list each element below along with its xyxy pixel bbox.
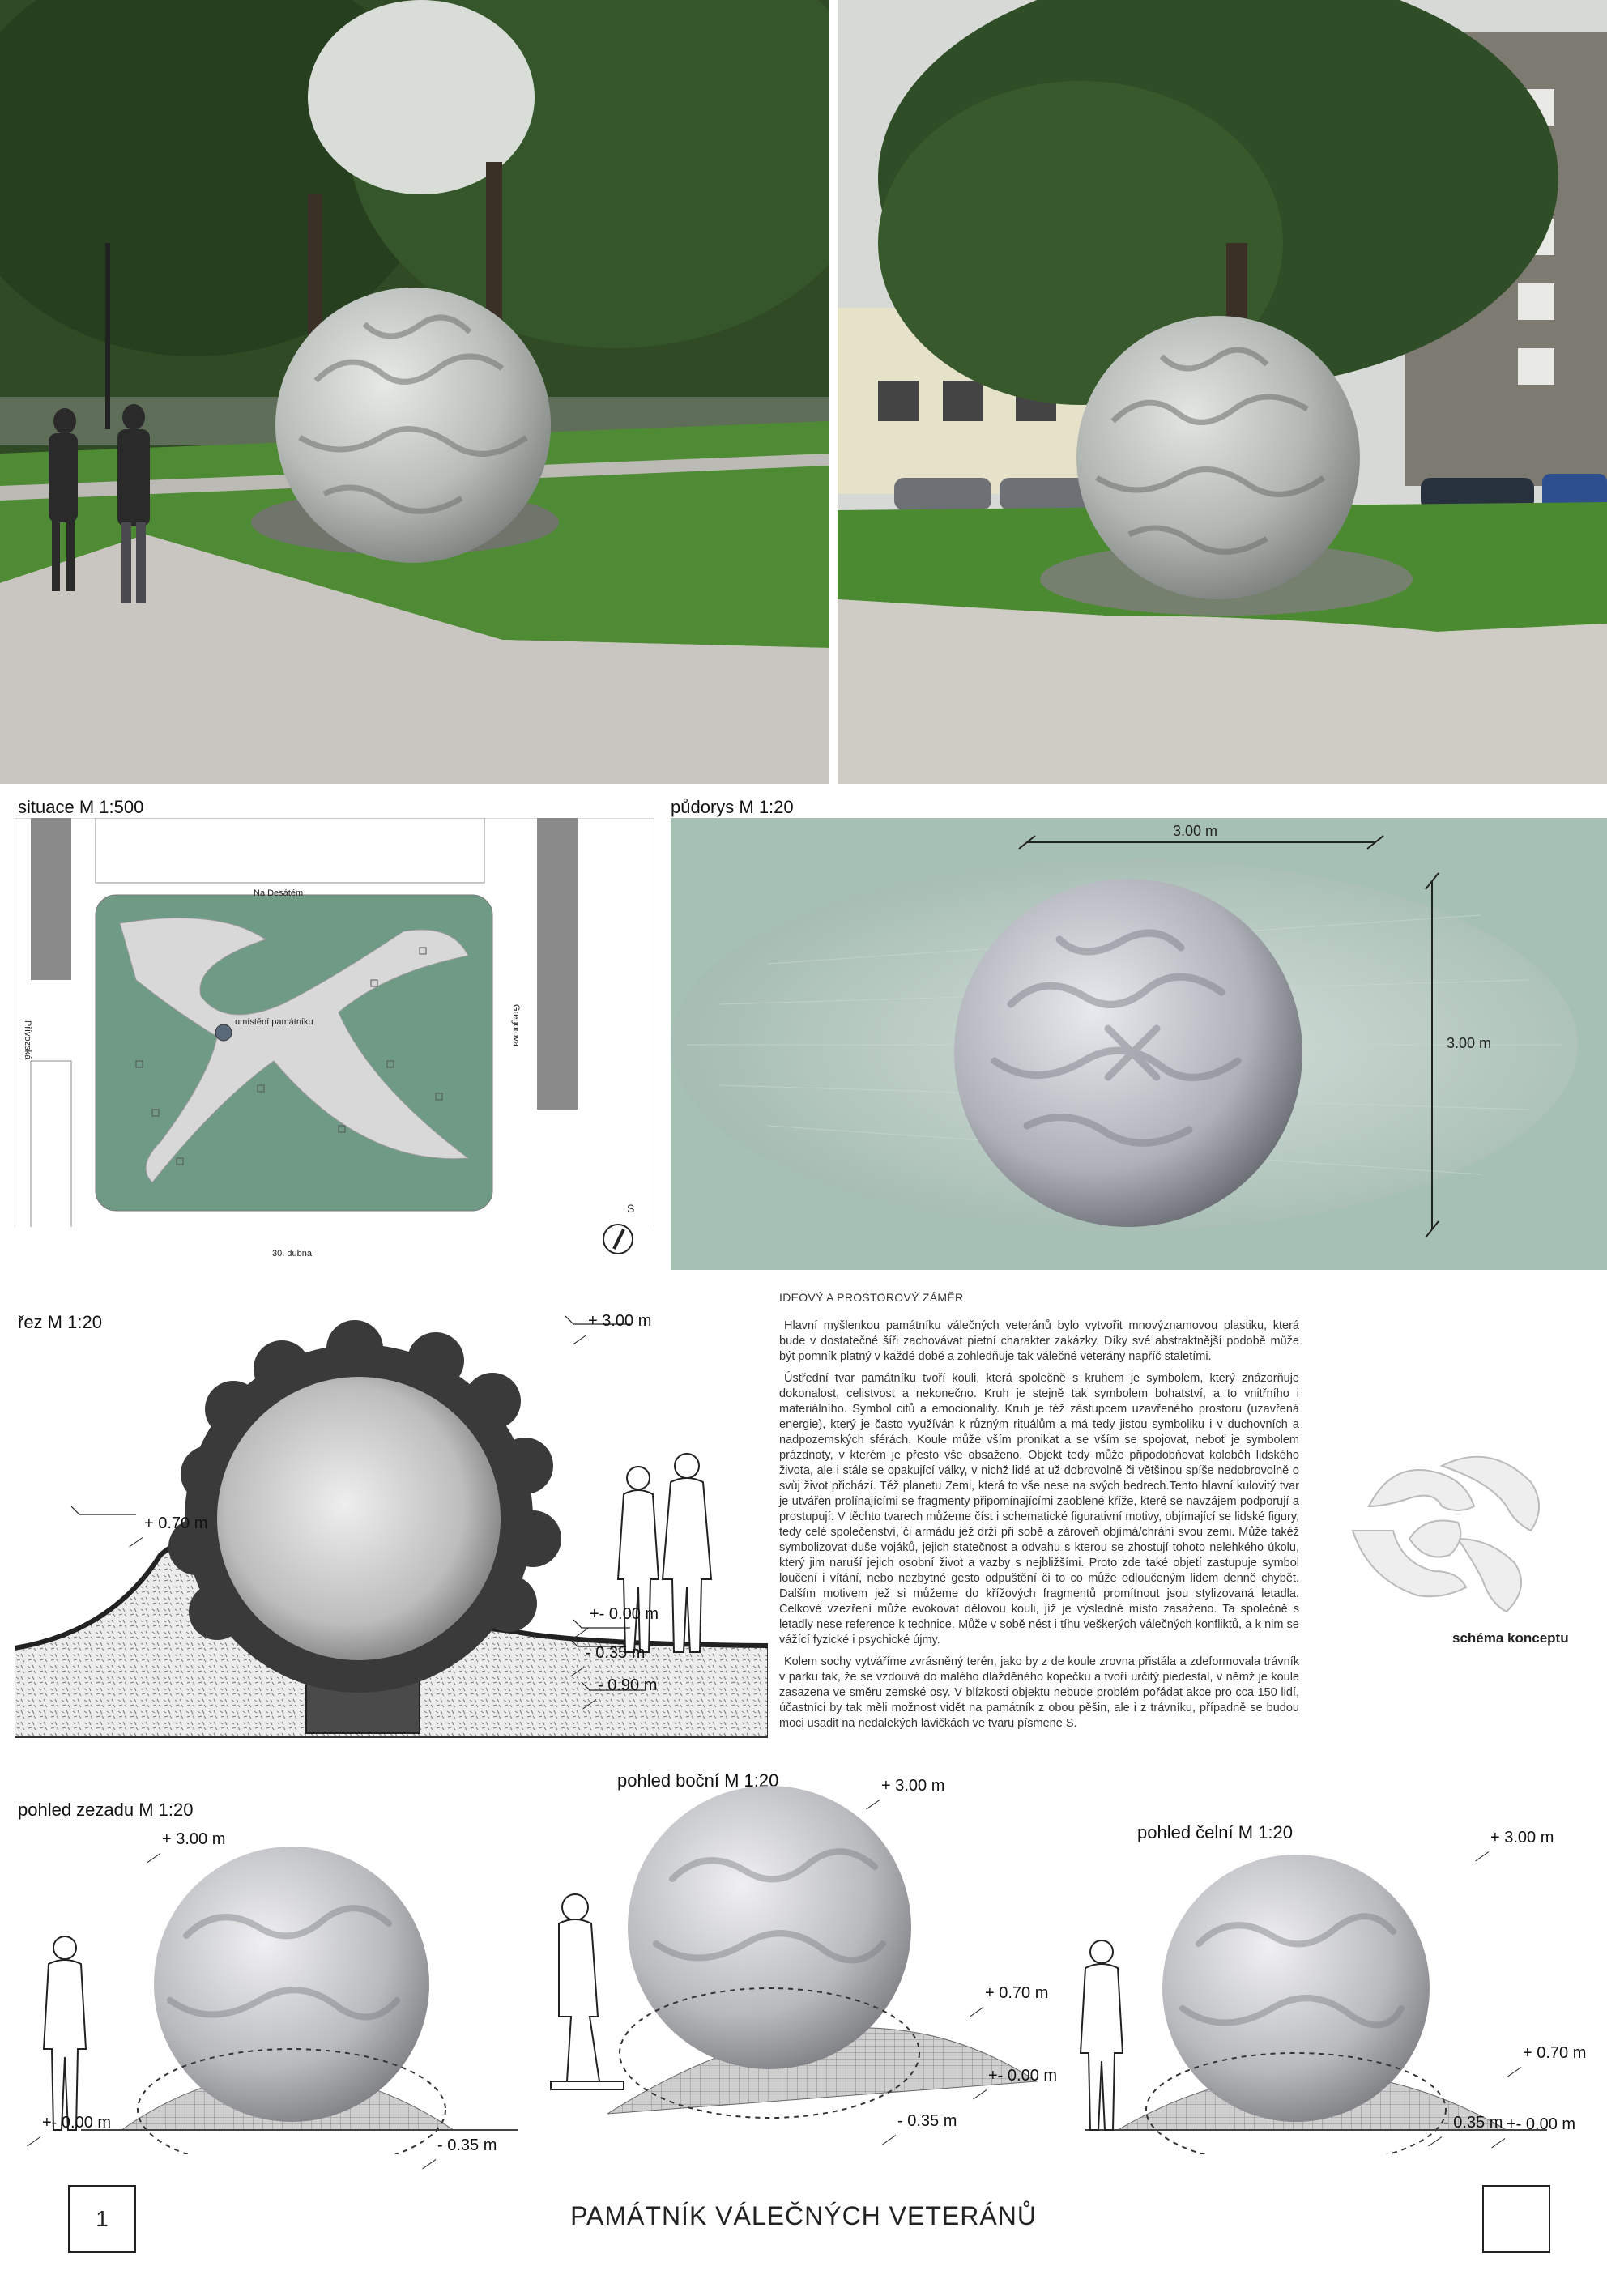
memorial-location-label: umístění památníku <box>235 1017 313 1027</box>
side-dim-zero: +- 0.00 m <box>988 2067 1058 2085</box>
concept-paragraph-1: Hlavní myšlenkou památníku válečných veteránů bylo vytvořit mnovýznamovou plastiku, která bude v dostatečné šíři zachovávat pietní charakter zakázky. Díky své abstraktnější podobě může být pomník platný v každé době a zohledňuje tak válečné veterány napříč staletími. <box>779 1319 1299 1363</box>
section-dim-mound: + 0.70 m <box>144 1514 208 1532</box>
side-dim-minus: - 0.35 m <box>897 2112 957 2130</box>
photo-park-view-right <box>838 0 1607 784</box>
front-dim-zero: +- 0.00 m <box>1507 2115 1576 2133</box>
plan-width-dimension: 3.00 m <box>1173 823 1218 839</box>
street-label-right: Gregorova <box>511 1004 521 1046</box>
section-dim-zero: +- 0.00 m <box>590 1605 659 1623</box>
side-dim-mound: + 0.70 m <box>985 1984 1049 2002</box>
site-plan-title: situace M 1:500 <box>18 797 144 817</box>
section-dim-minus035: - 0.35 m <box>586 1644 646 1662</box>
floor-plan-title: půdorys M 1:20 <box>671 797 794 817</box>
street-label-bottom: 30. dubna <box>272 1249 312 1259</box>
plan-height-dimension: 3.00 m <box>1447 1035 1492 1051</box>
section-drawing <box>15 1312 768 1766</box>
concept-heading: IDEOVÝ A PROSTOROVÝ ZÁMĚR <box>779 1291 964 1304</box>
rear-dim-top: + 3.00 m <box>162 1830 226 1848</box>
side-view-title: pohled boční M 1:20 <box>617 1770 779 1791</box>
street-label-left: Přívozská <box>23 1020 32 1060</box>
concept-paragraph-2: Ústřední tvar památníku tvoří kouli, která společně s kruhem je symbolem, který znázorňuje dokonalost, celistvost a nekonečno. Kruh je stejně tak symbolem bohatství, a to vnitřního i materiálního. Symbol citů a emocionality. Kruh je též zástupcem uzavřeného prostoru (uzavřená energie), který je často využíván k různým rituálům a má tedy jistou symboliku i v duchovních a nadpozemských sférách. Koule může vším pronikat a se vším se spojovat, neboť je symbolem prázdnoty, v kterém je přesto vše obsaženo. Objekt tedy může připodobňovat koloběh lidského života, ale i stále se opakující války, v nichž lidé at už dobrovolně či většinou spíše nedobrovolně o svůj život přichází. Též planetu Zemi, která to vše nese na svých bedrech.Tento hlavní kulovitý tvar je utvářen prolínajícími se fragmenty připomínajícími zaoblené kříže, které se navzájem podporují a prostupují. V těchto tvarech můžeme číst i schematické figurativní motivy, objímající se lidské figury, tedy celé společenství, či armádu jež drží při sobě a zároveň objímá/chrání svou zemi. Může takéž symbolizovat duše vojáků, jejich statečnost a odvahu s kterou se zhostují tohoto nelehkého úkolu, který jim naruší jejich osobní život a vazby s nejbližšími. Proto zde také objetí zastupuje symbol loučení i vítání, nebo nezbytné gesto odpuštění či to co může odloučeným lidem denně chybět. Dalším motivem jež si můžeme do křížových fragmentů promítnout jsou stylizovaná letadla. Celkové vzezření může evokovat dělovou kouli, jíž je výsledné místo zasaženo. Ta společně s letadly nese reference k technice. Může v sobě nést i tíhu veškerých válečných konfliktů, a k nim se vážící fyzické i psychické újmy. <box>779 1372 1299 1646</box>
site-plan-drawing <box>15 818 654 1272</box>
floor-plan-render <box>671 818 1607 1270</box>
section-dim-minus090: - 0.90 m <box>598 1676 658 1694</box>
photo-park-view-left <box>0 0 829 784</box>
front-view-title: pohled čelní M 1:20 <box>1137 1822 1294 1842</box>
front-dim-top: + 3.00 m <box>1490 1829 1554 1847</box>
page-number: 1 <box>96 2206 109 2231</box>
concept-schema-render <box>1320 1417 1571 1628</box>
front-dim-mound: + 0.70 m <box>1523 2044 1587 2062</box>
empty-corner-box <box>1482 2185 1550 2253</box>
front-dim-minus: - 0.35 m <box>1443 2114 1503 2132</box>
elevations-drawing <box>0 1774 1607 2154</box>
rear-dim-zero: +- 0.00 m <box>42 2114 112 2132</box>
north-arrow-label: S <box>627 1202 635 1215</box>
section-dim-top: + 3.00 m <box>588 1312 652 1330</box>
rear-view-title: pohled zezadu M 1:20 <box>18 1800 194 1820</box>
concept-paragraph-3: Kolem sochy vytváříme zvrásněný terén, jako by z de koule zrovna přistála a zdeformovala trávník v parku tak, že se vzdouvá do malého dlážděného kopečku a tvoří určitý piedestal, v němž je koule zasazena ve směru zemské osy. V blízkosti objektu nebude problém pořádat akce pro cca 150 lidí, účastníci by tak měli možnost vidět na památník z obou pěšin, ale i z trávníku, případně se budou moci usadit na nedalekých lavičkách ve tvaru písmene S. <box>779 1655 1299 1730</box>
side-dim-top: + 3.00 m <box>881 1777 945 1795</box>
street-label-top: Na Desátém <box>254 888 304 898</box>
section-title: řez M 1:20 <box>18 1312 102 1332</box>
concept-schema-label: schéma konceptu <box>1452 1630 1569 1646</box>
concept-text <box>779 1318 1299 1738</box>
document-title: PAMÁTNÍK VÁLEČNÝCH VETERÁNŮ <box>570 2201 1037 2230</box>
rear-dim-minus: - 0.35 m <box>437 2136 497 2154</box>
